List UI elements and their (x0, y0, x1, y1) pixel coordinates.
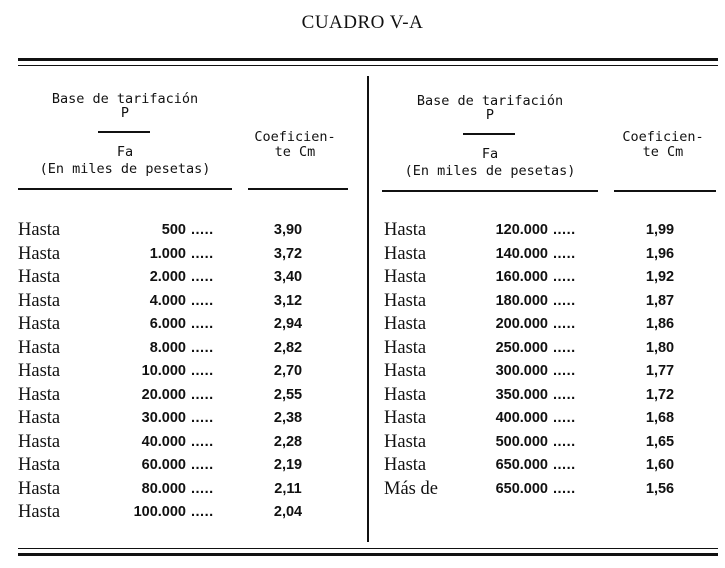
row-leader-dots: ..... (553, 433, 576, 450)
row-coefficient: 1,87 (645, 292, 675, 309)
row-label: Hasta (18, 243, 61, 264)
row-leader-dots: ..... (553, 363, 576, 379)
row-leader-dots: ..... (191, 363, 214, 379)
left-denominator: Fa (116, 144, 134, 160)
left-coef-label-1: Coeficien- (254, 129, 336, 145)
row-coefficient: 2,19 (273, 457, 303, 473)
row-leader-dots: ..... (191, 339, 214, 356)
row-amount: 500.000 (495, 433, 548, 450)
table-row (0, 361, 725, 384)
right-denominator: Fa (481, 146, 499, 162)
table-row (0, 291, 725, 314)
row-coefficient: 2,04 (273, 504, 303, 520)
row-coefficient: 1,99 (645, 222, 675, 238)
row-amount: 400.000 (495, 410, 548, 426)
row-amount: 300.000 (495, 363, 548, 379)
row-leader-dots: ..... (191, 222, 214, 238)
row-leader-dots: ..... (191, 269, 214, 285)
row-label: Hasta (384, 408, 427, 428)
left-base-underline (18, 188, 232, 190)
row-label: Hasta (384, 220, 427, 240)
row-coefficient: 2,11 (274, 480, 302, 497)
row-leader-dots: ..... (191, 457, 214, 473)
row-amount: 10.000 (141, 363, 186, 379)
row-leader-dots: ..... (191, 316, 214, 332)
table-row (0, 267, 725, 290)
row-leader-dots: ..... (191, 245, 214, 262)
row-coefficient: 2,82 (273, 339, 303, 356)
row-coefficient: 1,72 (645, 386, 675, 403)
right-unit: (En miles de pesetas) (404, 163, 576, 179)
bottom-rule-thin (18, 548, 718, 549)
table-row (0, 338, 725, 361)
left-coef-underline (248, 188, 348, 190)
row-amount: 180.000 (495, 292, 548, 309)
right-base-label: Base de tarifación (416, 93, 564, 109)
row-label: Hasta (18, 478, 61, 499)
row-label: Hasta (18, 431, 61, 452)
right-coef-label-2: te Cm (642, 144, 684, 160)
row-leader-dots: ..... (553, 457, 576, 473)
row-label: Hasta (18, 267, 61, 287)
row-leader-dots: ..... (553, 410, 576, 426)
row-label: Hasta (18, 314, 61, 334)
row-label: Hasta (18, 220, 61, 240)
row-coefficient: 1,68 (645, 410, 675, 426)
row-label: Hasta (384, 431, 427, 452)
row-amount: 160.000 (495, 269, 548, 285)
top-rule-thin (18, 65, 718, 66)
row-label: Hasta (384, 384, 427, 405)
row-amount: 140.000 (495, 245, 548, 262)
table-row (0, 244, 725, 267)
row-label: Hasta (384, 337, 427, 358)
row-leader-dots: ..... (191, 410, 214, 426)
row-amount: 120.000 (495, 222, 548, 238)
row-coefficient: 2,28 (273, 433, 303, 450)
row-label: Hasta (18, 384, 61, 405)
row-leader-dots: ..... (553, 245, 576, 262)
row-label: Hasta (18, 290, 61, 311)
row-coefficient: 3,40 (273, 269, 303, 285)
row-label: Hasta (384, 361, 427, 381)
top-rule-thick (18, 58, 718, 61)
row-amount: 650.000 (495, 457, 548, 473)
row-amount: 250.000 (495, 339, 548, 356)
right-fraction-bar (463, 133, 515, 135)
row-leader-dots: ..... (191, 386, 214, 403)
row-label: Hasta (18, 408, 61, 428)
row-label: Hasta (18, 502, 61, 522)
row-amount: 60.000 (141, 457, 186, 473)
row-coefficient: 2,94 (273, 316, 303, 332)
row-leader-dots: ..... (191, 504, 214, 520)
row-coefficient: 1,77 (645, 363, 675, 379)
row-leader-dots: ..... (553, 386, 576, 403)
row-amount: 100.000 (133, 504, 186, 520)
table-row (0, 314, 725, 337)
right-coef-underline (614, 190, 716, 192)
row-label: Hasta (384, 314, 427, 334)
row-coefficient: 1,60 (645, 457, 675, 473)
row-leader-dots: ..... (553, 480, 576, 497)
row-amount: 2.000 (149, 269, 186, 285)
row-coefficient: 1,56 (645, 480, 675, 497)
row-leader-dots: ..... (553, 292, 576, 309)
row-amount: 80.000 (141, 480, 186, 497)
row-leader-dots: ..... (553, 339, 576, 356)
row-coefficient: 1,92 (645, 269, 675, 285)
row-leader-dots: ..... (553, 316, 576, 332)
row-leader-dots: ..... (191, 292, 214, 309)
right-coef-label-1: Coeficien- (622, 129, 704, 145)
row-amount: 200.000 (495, 316, 548, 332)
row-amount: 6.000 (149, 316, 186, 332)
row-label: Hasta (18, 337, 61, 358)
table-row (0, 455, 725, 478)
row-label: Hasta (18, 455, 61, 475)
row-coefficient: 1,86 (645, 316, 675, 332)
row-amount: 20.000 (141, 386, 186, 403)
table-row (0, 408, 725, 431)
left-fraction-bar (98, 131, 150, 133)
row-amount: 650.000 (495, 480, 548, 497)
table-row (0, 479, 725, 502)
table-row (0, 432, 725, 455)
row-label: Hasta (384, 290, 427, 311)
row-leader-dots: ..... (191, 480, 214, 497)
bottom-rule-thick (18, 553, 718, 556)
row-coefficient: 3,90 (273, 222, 303, 238)
right-numerator: P (485, 107, 495, 123)
left-unit: (En miles de pesetas) (39, 161, 211, 177)
table-title: CUADRO V-A (301, 12, 424, 33)
row-coefficient: 1,96 (645, 245, 675, 262)
right-base-underline (382, 190, 598, 192)
row-coefficient: 2,38 (273, 410, 303, 426)
row-leader-dots: ..... (191, 433, 214, 450)
row-amount: 350.000 (495, 386, 548, 403)
row-label: Hasta (384, 243, 427, 264)
row-coefficient: 2,55 (273, 386, 303, 403)
table-row (0, 385, 725, 408)
left-coef-label-2: te Cm (274, 144, 316, 160)
row-label: Hasta (384, 455, 427, 475)
row-amount: 4.000 (149, 292, 186, 309)
row-label: Hasta (18, 361, 61, 381)
row-amount: 30.000 (141, 410, 186, 426)
left-numerator: P (120, 105, 130, 121)
row-coefficient: 3,12 (273, 292, 303, 309)
row-amount: 40.000 (141, 433, 186, 450)
table-row (0, 502, 725, 525)
left-base-label: Base de tarifación (51, 91, 199, 107)
row-coefficient: 3,72 (273, 245, 303, 262)
row-coefficient: 2,70 (273, 363, 303, 379)
row-amount: 1.000 (149, 245, 186, 262)
row-leader-dots: ..... (553, 269, 576, 285)
row-coefficient: 1,80 (645, 339, 675, 356)
row-amount: 500 (161, 222, 186, 238)
row-leader-dots: ..... (553, 222, 576, 238)
row-coefficient: 1,65 (645, 433, 675, 450)
row-amount: 8.000 (149, 339, 186, 356)
table-row (0, 220, 725, 243)
row-label: Más de (384, 478, 438, 499)
row-label: Hasta (384, 267, 427, 287)
